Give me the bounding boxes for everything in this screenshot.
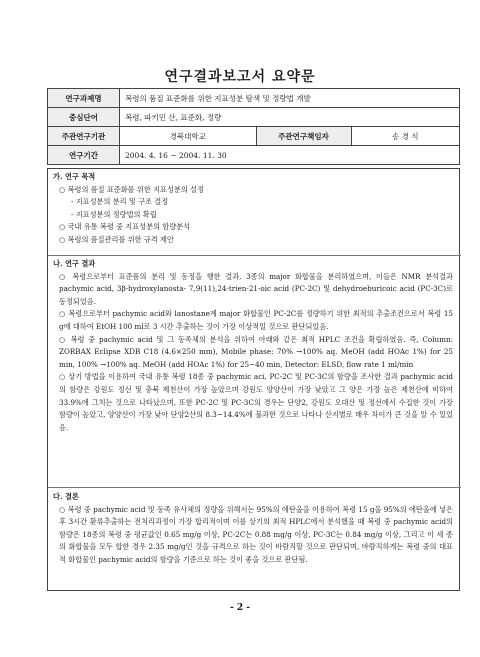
purpose-subitem: - 지표성분의 정량법의 확립 <box>71 209 157 219</box>
keywords-label: 중심단어 <box>48 108 120 127</box>
org-label: 주관연구기관 <box>48 127 120 146</box>
purpose-subitem: - 지표성분의 분리 및 구조 결정 <box>71 197 169 207</box>
section-results <box>53 258 453 434</box>
table-row <box>48 146 460 165</box>
purpose-item: ○ 국내 유통 복령 중 지표성분의 함량분석 <box>59 222 191 232</box>
results-paragraph: ○ 복령으로부터 pachymic acid와 lanostane계 major 화합물인 PC-2C를 정량하기 위한 최적의 추출조건으로서 복령 15 g에 대하여 EtOH 100 ml로 3 시간 추출하는 것이 가장 이상적일 것으로 판단되었음. <box>59 309 453 331</box>
leader-value: 송 경 식 <box>351 127 459 146</box>
table-row <box>48 108 460 127</box>
results-paragraph: ○ 복령 중 pachymic acid 및 그 동족체의 분석을 위하여 아래와 같은 최적 HPLC 조건을 확립하였음. 즉, Column: ZORBAX Eclipse XDB C18 (4.6×250 mm), Mobile phase: 70% →100% aq. MeOH (add HOAc 1%) for 25 min, 100% →100% aq. MeOH (add HOAc 1%) for 25~40 min, Detector: ELSD, flow rate 1 ml/min <box>59 334 453 369</box>
conclusion-paragraph: ○ 복령 중 pachymic acid 및 동족 유사체의 정량을 위해서는 95%의 에탄올을 이용하여 복령 15 g을 95%의 에탄올에 넣은 후 3시간 환류추출하는 전처리과정이 가장 합리적이며 이를 상기의 최적 HPLC에서 분석했을 때 복령 중 pachymic acid의 함량은 18종의 복령 중 평균값인 0.65 mg/g 이상, PC-2C는 0.88 mg/g 이상, PC-3C는 0.84 mg/g 이상, 그리고 이 세 종의 화합물을 모두 합한 경우 2.35 mg/g인 것을 규격으로 하는 것이 바람직할 것으로 판단되며, 바람직하게는 복령 중의 대표적 화합물인 pachymic acid의 함량을 기준으로 하는 것이 좋을 것으로 판단됨. <box>59 504 453 564</box>
section-divider <box>48 487 461 488</box>
summary-info-table <box>47 88 460 165</box>
section-conclusion <box>53 491 453 567</box>
keywords-value: 복령, 파키민 산, 표준화, 정량 <box>120 108 460 127</box>
section-purpose <box>53 171 453 247</box>
table-row <box>48 89 460 108</box>
org-value: 경북대학교 <box>120 127 257 146</box>
page-title: 연구결과보고서 요약문 <box>164 69 316 85</box>
period-value: 2004. 4. 16 ~ 2004. 11. 30 <box>120 146 460 165</box>
page-number: - 2 - <box>230 603 250 613</box>
table-row <box>48 127 460 146</box>
purpose-item: ○ 복령의 품질관리를 위한 규격 제안 <box>59 234 174 244</box>
project-value: 복령의 품질 표준화를 위한 지표성분 탐색 및 정량법 개발 <box>120 89 460 108</box>
section-purpose-title: 가. 연구 목적 <box>53 172 96 181</box>
section-conclusion-title: 다. 결론 <box>53 492 79 501</box>
project-label: 연구과제명 <box>48 89 120 108</box>
section-results-title: 나. 연구 결과 <box>53 259 96 268</box>
results-paragraph: ○ 상기 방법을 이용하여 국내 유통 복령 18종 중 pachymic aci, PC-2C 및 PC-3C의 함량을 조사한 결과 pachymic acid의 함량은 강원도 정선 및 충북 제천산이 가장 높았으며 강원도 양양산이 가장 낮았고 그 양은 가장 높은 제천산에 비하여 33.9%에 그치는 것으로 나타났으며, 또한 PC-2C 및 PC-3C의 경우는 단양2, 강원도 오대산 및 정선에서 수집한 것이 가장 함량이 높았고, 양양산이 가장 낮아 단양2산의 8.3~14.4%에 불과한 것으로 나타나 산지별로 매우 차이가 큰 것을 알 수 있었음. <box>59 372 453 432</box>
results-paragraph: ○ 복령으로부터 표준품의 분리 및 동정을 행한 결과, 3종의 major 화합물을 분리하였으며, 이들은 NMR 분석결과 pachymic acid, 3β-hydroxylanosta- 7,9(11),24-trien-21-oic acid (PC-2C) 및 dehydroeburicoic acid (PC-3C)로 동정되었음. <box>59 271 453 306</box>
section-divider <box>48 255 461 256</box>
period-label: 연구기간 <box>48 146 120 165</box>
summary-body <box>47 168 460 591</box>
leader-label: 주관연구책임자 <box>256 127 351 146</box>
purpose-item: ○ 복령의 품질 표준화를 위한 지표성분의 설정 <box>59 184 204 194</box>
